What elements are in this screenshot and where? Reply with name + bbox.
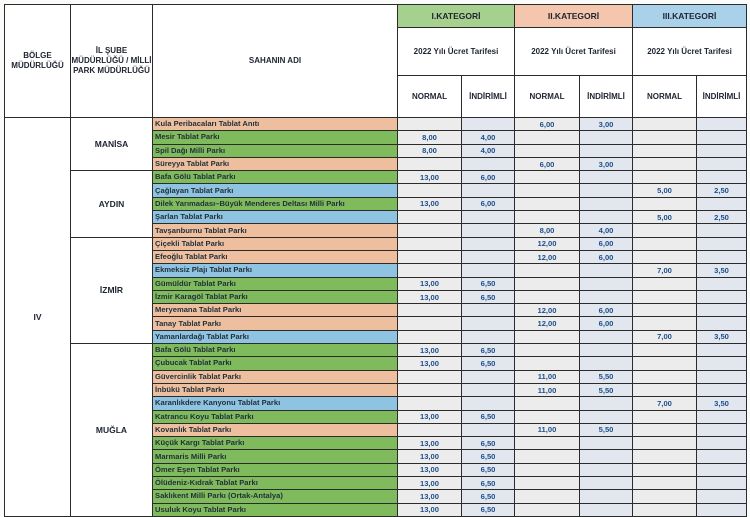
discount-price-cell bbox=[580, 463, 633, 476]
discount-price-cell bbox=[697, 237, 747, 250]
normal-price-cell bbox=[398, 237, 462, 250]
discount-price-cell: 6,00 bbox=[580, 237, 633, 250]
normal-price-cell bbox=[633, 250, 697, 263]
header-category-3: III.KATEGORİ bbox=[633, 5, 747, 28]
discount-price-cell: 3,50 bbox=[697, 264, 747, 277]
site-name: Ekmeksiz Plajı Tablat Parkı bbox=[153, 264, 398, 277]
discount-price-cell: 5,50 bbox=[580, 423, 633, 436]
table-row bbox=[5, 237, 747, 250]
discount-price-cell bbox=[697, 171, 747, 184]
discount-price-cell: 5,50 bbox=[580, 370, 633, 383]
normal-price-cell bbox=[633, 237, 697, 250]
discount-price-cell: 6,00 bbox=[580, 317, 633, 330]
site-name: Yamanlardağı Tablat Parkı bbox=[153, 330, 398, 343]
normal-price-cell: 13,00 bbox=[398, 503, 462, 516]
normal-price-cell bbox=[515, 463, 580, 476]
discount-price-cell: 6,50 bbox=[462, 277, 515, 290]
discount-price-cell bbox=[697, 197, 747, 210]
normal-price-cell bbox=[398, 211, 462, 224]
discount-price-cell: 6,50 bbox=[462, 477, 515, 490]
discount-price-cell bbox=[462, 317, 515, 330]
site-name: Kula Peribacaları Tablat Anıtı bbox=[153, 118, 398, 131]
site-name: Çiçekli Tablat Parkı bbox=[153, 237, 398, 250]
normal-price-cell bbox=[398, 383, 462, 396]
site-name: Küçük Kargı Tablat Parkı bbox=[153, 437, 398, 450]
site-name: Güvercinlik Tablat Parkı bbox=[153, 370, 398, 383]
site-name: Ömer Eşen Tablat Parkı bbox=[153, 463, 398, 476]
discount-price-cell bbox=[697, 157, 747, 170]
discount-price-cell bbox=[580, 277, 633, 290]
normal-price-cell bbox=[515, 171, 580, 184]
normal-price-cell: 12,00 bbox=[515, 304, 580, 317]
discount-price-cell bbox=[697, 344, 747, 357]
discount-price-cell bbox=[462, 423, 515, 436]
normal-price-cell: 13,00 bbox=[398, 290, 462, 303]
col-normal-2: NORMAL bbox=[515, 76, 580, 118]
discount-price-cell bbox=[580, 290, 633, 303]
normal-price-cell bbox=[398, 304, 462, 317]
tariff-body bbox=[5, 118, 747, 517]
header-site-name: SAHANIN ADI bbox=[153, 5, 398, 118]
discount-price-cell: 6,50 bbox=[462, 503, 515, 516]
discount-price-cell bbox=[462, 224, 515, 237]
site-name: Çağlayan Tablat Parkı bbox=[153, 184, 398, 197]
normal-price-cell bbox=[633, 317, 697, 330]
discount-price-cell bbox=[462, 118, 515, 131]
normal-price-cell bbox=[633, 463, 697, 476]
normal-price-cell bbox=[515, 290, 580, 303]
discount-price-cell bbox=[697, 477, 747, 490]
discount-price-cell bbox=[697, 383, 747, 396]
normal-price-cell: 13,00 bbox=[398, 410, 462, 423]
site-name: İnbükü Tablat Parkı bbox=[153, 383, 398, 396]
discount-price-cell bbox=[697, 490, 747, 503]
site-name: Meryemana Tablat Parkı bbox=[153, 304, 398, 317]
table-row bbox=[5, 344, 747, 357]
normal-price-cell bbox=[633, 383, 697, 396]
discount-price-cell bbox=[580, 437, 633, 450]
site-name: Süreyya Tablat Parkı bbox=[153, 157, 398, 170]
normal-price-cell bbox=[398, 157, 462, 170]
discount-price-cell: 6,50 bbox=[462, 437, 515, 450]
normal-price-cell: 11,00 bbox=[515, 370, 580, 383]
discount-price-cell: 6,50 bbox=[462, 463, 515, 476]
normal-price-cell: 12,00 bbox=[515, 237, 580, 250]
normal-price-cell bbox=[398, 250, 462, 263]
normal-price-cell: 12,00 bbox=[515, 317, 580, 330]
discount-price-cell bbox=[697, 437, 747, 450]
discount-price-cell bbox=[697, 450, 747, 463]
discount-price-cell: 2,50 bbox=[697, 211, 747, 224]
discount-price-cell bbox=[580, 131, 633, 144]
normal-price-cell: 12,00 bbox=[515, 250, 580, 263]
site-name: Dilek Yarımadası–Büyük Menderes Deltası Milli Parkı bbox=[153, 197, 398, 210]
normal-price-cell bbox=[515, 197, 580, 210]
discount-price-cell: 6,50 bbox=[462, 490, 515, 503]
normal-price-cell: 7,00 bbox=[633, 397, 697, 410]
branch-cell: MANİSA bbox=[71, 118, 153, 171]
normal-price-cell: 13,00 bbox=[398, 437, 462, 450]
discount-price-cell bbox=[697, 463, 747, 476]
normal-price-cell bbox=[633, 157, 697, 170]
site-name: Efeoğlu Tablat Parkı bbox=[153, 250, 398, 263]
normal-price-cell bbox=[398, 224, 462, 237]
normal-price-cell bbox=[633, 357, 697, 370]
header-category-1: I.KATEGORİ bbox=[398, 5, 515, 28]
normal-price-cell bbox=[633, 304, 697, 317]
discount-price-cell bbox=[462, 157, 515, 170]
normal-price-cell bbox=[398, 397, 462, 410]
normal-price-cell bbox=[515, 437, 580, 450]
discount-price-cell bbox=[462, 330, 515, 343]
discount-price-cell: 2,50 bbox=[697, 184, 747, 197]
normal-price-cell bbox=[515, 477, 580, 490]
discount-price-cell: 4,00 bbox=[462, 144, 515, 157]
discount-price-cell: 6,50 bbox=[462, 410, 515, 423]
site-name: Tanay Tablat Parkı bbox=[153, 317, 398, 330]
normal-price-cell: 5,00 bbox=[633, 211, 697, 224]
discount-price-cell: 6,50 bbox=[462, 450, 515, 463]
normal-price-cell: 13,00 bbox=[398, 490, 462, 503]
discount-price-cell: 6,50 bbox=[462, 290, 515, 303]
site-name: Usuluk Koyu Tablat Parkı bbox=[153, 503, 398, 516]
discount-price-cell bbox=[697, 277, 747, 290]
normal-price-cell: 11,00 bbox=[515, 383, 580, 396]
normal-price-cell: 7,00 bbox=[633, 264, 697, 277]
table-row bbox=[5, 171, 747, 184]
normal-price-cell bbox=[633, 290, 697, 303]
discount-price-cell: 5,50 bbox=[580, 383, 633, 396]
normal-price-cell: 8,00 bbox=[398, 131, 462, 144]
normal-price-cell bbox=[515, 490, 580, 503]
normal-price-cell: 13,00 bbox=[398, 357, 462, 370]
discount-price-cell: 4,00 bbox=[580, 224, 633, 237]
normal-price-cell bbox=[515, 503, 580, 516]
col-discounted-2: İNDİRİMLİ bbox=[580, 76, 633, 118]
site-name: Kovanlık Tablat Parkı bbox=[153, 423, 398, 436]
col-discounted-3: İNDİRİMLİ bbox=[697, 76, 747, 118]
discount-price-cell: 6,50 bbox=[462, 344, 515, 357]
discount-price-cell bbox=[697, 317, 747, 330]
normal-price-cell bbox=[398, 264, 462, 277]
header-branch: İL ŞUBE MÜDÜRLÜĞÜ / MİLLİ PARK MÜDÜRLÜĞÜ bbox=[71, 5, 153, 118]
discount-price-cell bbox=[697, 304, 747, 317]
normal-price-cell: 13,00 bbox=[398, 171, 462, 184]
discount-price-cell bbox=[697, 144, 747, 157]
normal-price-cell: 6,00 bbox=[515, 118, 580, 131]
normal-price-cell bbox=[633, 423, 697, 436]
discount-price-cell bbox=[580, 264, 633, 277]
discount-price-cell bbox=[580, 410, 633, 423]
normal-price-cell: 8,00 bbox=[515, 224, 580, 237]
discount-price-cell bbox=[462, 211, 515, 224]
col-normal-3: NORMAL bbox=[633, 76, 697, 118]
discount-price-cell bbox=[580, 197, 633, 210]
discount-price-cell bbox=[580, 211, 633, 224]
discount-price-cell bbox=[580, 477, 633, 490]
discount-price-cell bbox=[580, 357, 633, 370]
normal-price-cell bbox=[398, 184, 462, 197]
tariff-label-2: 2022 Yılı Ücret Tarifesi bbox=[515, 28, 633, 76]
normal-price-cell bbox=[633, 437, 697, 450]
discount-price-cell bbox=[462, 184, 515, 197]
discount-price-cell bbox=[580, 144, 633, 157]
normal-price-cell bbox=[633, 118, 697, 131]
normal-price-cell bbox=[515, 277, 580, 290]
branch-cell: İZMİR bbox=[71, 237, 153, 343]
discount-price-cell bbox=[697, 118, 747, 131]
discount-price-cell bbox=[697, 370, 747, 383]
discount-price-cell: 3,50 bbox=[697, 330, 747, 343]
discount-price-cell bbox=[697, 290, 747, 303]
site-name: Mesir Tablat Parkı bbox=[153, 131, 398, 144]
tariff-table bbox=[4, 4, 747, 517]
discount-price-cell: 6,00 bbox=[580, 250, 633, 263]
tariff-label-3: 2022 Yılı Ücret Tarifesi bbox=[633, 28, 747, 76]
normal-price-cell bbox=[515, 131, 580, 144]
normal-price-cell bbox=[633, 197, 697, 210]
normal-price-cell bbox=[515, 330, 580, 343]
site-name: Şarlan Tablat Parkı bbox=[153, 211, 398, 224]
normal-price-cell bbox=[633, 503, 697, 516]
normal-price-cell bbox=[515, 410, 580, 423]
discount-price-cell bbox=[462, 383, 515, 396]
col-normal-1: NORMAL bbox=[398, 76, 462, 118]
normal-price-cell: 13,00 bbox=[398, 463, 462, 476]
site-name: Katrancu Koyu Tablat Parkı bbox=[153, 410, 398, 423]
branch-cell: MUĞLA bbox=[71, 344, 153, 517]
normal-price-cell bbox=[515, 344, 580, 357]
discount-price-cell bbox=[580, 344, 633, 357]
discount-price-cell: 6,50 bbox=[462, 357, 515, 370]
normal-price-cell bbox=[633, 410, 697, 423]
normal-price-cell: 11,00 bbox=[515, 423, 580, 436]
normal-price-cell bbox=[633, 144, 697, 157]
normal-price-cell bbox=[515, 397, 580, 410]
site-name: İzmir Karagöl Tablat Parkı bbox=[153, 290, 398, 303]
normal-price-cell bbox=[398, 118, 462, 131]
normal-price-cell bbox=[398, 423, 462, 436]
site-name: Saklıkent Milli Parkı (Ortak-Antalya) bbox=[153, 490, 398, 503]
site-name: Bafa Gölü Tablat Parkı bbox=[153, 171, 398, 184]
normal-price-cell bbox=[633, 370, 697, 383]
discount-price-cell bbox=[580, 397, 633, 410]
discount-price-cell bbox=[580, 184, 633, 197]
site-name: Marmaris Milli Parkı bbox=[153, 450, 398, 463]
discount-price-cell bbox=[462, 397, 515, 410]
normal-price-cell bbox=[515, 144, 580, 157]
normal-price-cell bbox=[515, 450, 580, 463]
col-discounted-1: İNDİRİMLİ bbox=[462, 76, 515, 118]
site-name: Çubucak Tablat Parkı bbox=[153, 357, 398, 370]
discount-price-cell: 6,00 bbox=[462, 197, 515, 210]
normal-price-cell bbox=[398, 370, 462, 383]
branch-cell: AYDIN bbox=[71, 171, 153, 237]
discount-price-cell: 3,50 bbox=[697, 397, 747, 410]
discount-price-cell bbox=[697, 423, 747, 436]
site-name: Spil Dağı Milli Parkı bbox=[153, 144, 398, 157]
region-cell: IV bbox=[5, 118, 71, 517]
discount-price-cell bbox=[462, 370, 515, 383]
normal-price-cell: 13,00 bbox=[398, 197, 462, 210]
normal-price-cell: 6,00 bbox=[515, 157, 580, 170]
discount-price-cell: 6,00 bbox=[462, 171, 515, 184]
site-name: Karanlıkdere Kanyonu Tablat Parkı bbox=[153, 397, 398, 410]
header-region: BÖLGE MÜDÜRLÜĞÜ bbox=[5, 5, 71, 118]
site-name: Bafa Gölü Tablat Parkı bbox=[153, 344, 398, 357]
normal-price-cell bbox=[398, 330, 462, 343]
discount-price-cell bbox=[462, 250, 515, 263]
normal-price-cell bbox=[633, 224, 697, 237]
discount-price-cell bbox=[580, 330, 633, 343]
normal-price-cell: 8,00 bbox=[398, 144, 462, 157]
site-name: Gümüldür Tablat Parkı bbox=[153, 277, 398, 290]
discount-price-cell bbox=[580, 490, 633, 503]
normal-price-cell bbox=[398, 317, 462, 330]
header-category-2: II.KATEGORİ bbox=[515, 5, 633, 28]
discount-price-cell bbox=[580, 503, 633, 516]
discount-price-cell bbox=[697, 503, 747, 516]
discount-price-cell: 4,00 bbox=[462, 131, 515, 144]
discount-price-cell: 3,00 bbox=[580, 118, 633, 131]
normal-price-cell bbox=[633, 490, 697, 503]
normal-price-cell: 13,00 bbox=[398, 344, 462, 357]
normal-price-cell: 5,00 bbox=[633, 184, 697, 197]
discount-price-cell bbox=[462, 237, 515, 250]
normal-price-cell bbox=[515, 184, 580, 197]
normal-price-cell bbox=[633, 171, 697, 184]
discount-price-cell bbox=[697, 410, 747, 423]
normal-price-cell bbox=[633, 344, 697, 357]
normal-price-cell: 13,00 bbox=[398, 477, 462, 490]
normal-price-cell: 7,00 bbox=[633, 330, 697, 343]
tariff-label-1: 2022 Yılı Ücret Tarifesi bbox=[398, 28, 515, 76]
normal-price-cell bbox=[515, 357, 580, 370]
normal-price-cell bbox=[515, 264, 580, 277]
normal-price-cell bbox=[633, 131, 697, 144]
discount-price-cell bbox=[580, 450, 633, 463]
discount-price-cell bbox=[697, 357, 747, 370]
normal-price-cell bbox=[515, 211, 580, 224]
discount-price-cell bbox=[580, 171, 633, 184]
discount-price-cell bbox=[697, 224, 747, 237]
site-name: Ölüdeniz-Kıdrak Tablat Parkı bbox=[153, 477, 398, 490]
discount-price-cell bbox=[697, 250, 747, 263]
discount-price-cell: 6,00 bbox=[580, 304, 633, 317]
discount-price-cell bbox=[462, 304, 515, 317]
discount-price-cell bbox=[462, 264, 515, 277]
table-row bbox=[5, 118, 747, 131]
normal-price-cell bbox=[633, 277, 697, 290]
site-name: Tavşanburnu Tablat Parkı bbox=[153, 224, 398, 237]
discount-price-cell bbox=[697, 131, 747, 144]
normal-price-cell: 13,00 bbox=[398, 450, 462, 463]
normal-price-cell: 13,00 bbox=[398, 277, 462, 290]
discount-price-cell: 3,00 bbox=[580, 157, 633, 170]
normal-price-cell bbox=[633, 477, 697, 490]
normal-price-cell bbox=[633, 450, 697, 463]
